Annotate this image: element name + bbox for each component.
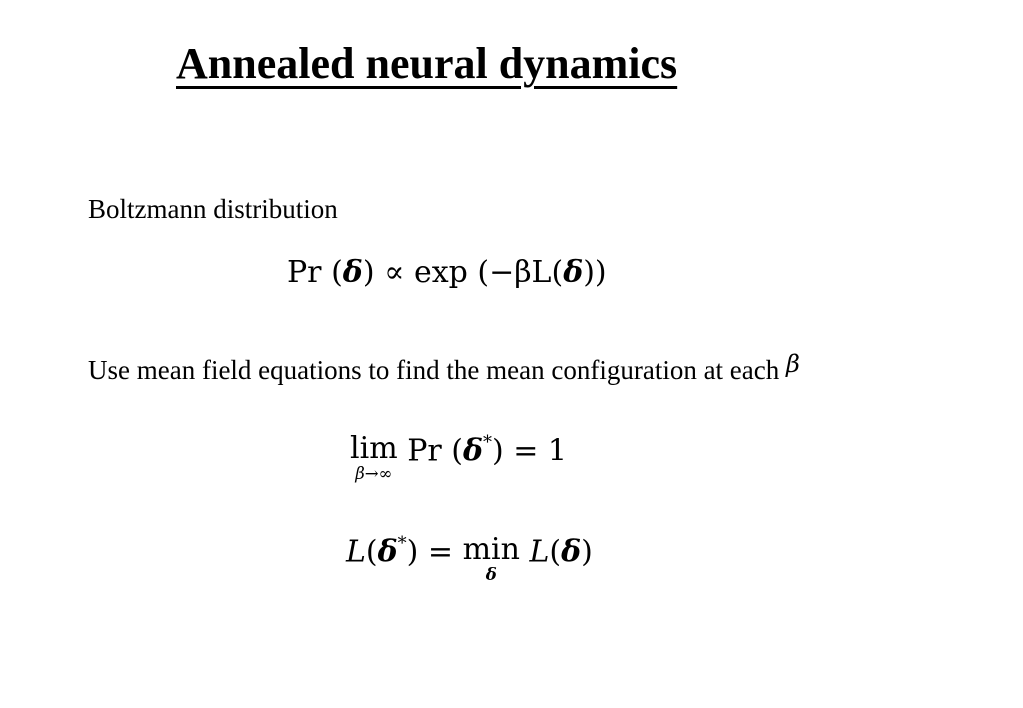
delta-star-symbol: δ <box>462 433 483 469</box>
loss-symbol-2: L <box>529 534 550 570</box>
eq3-mid: ) = <box>406 534 463 570</box>
beta-symbol: β <box>786 350 800 378</box>
eq2-open: ( <box>451 433 463 469</box>
pr-symbol: Pr <box>287 255 322 290</box>
lim-subscript: β→∞ <box>355 464 393 483</box>
eq3-close2: ) <box>581 534 593 570</box>
lim-text: lim <box>350 431 398 466</box>
star-superscript: * <box>483 432 492 453</box>
eq1-lparen: ( <box>331 255 343 290</box>
limit-equation <box>350 431 567 483</box>
mean-field-text: Use mean field equations to find the mean configuration at each <box>88 355 780 386</box>
eq3-open: ( <box>365 534 378 570</box>
loss-symbol: L <box>346 534 366 570</box>
eq1-body: (−βL( <box>477 255 564 290</box>
min-subscript: δ <box>485 565 497 584</box>
eq3-open2: ( <box>549 534 562 570</box>
eq1-rparen: ) <box>362 255 375 290</box>
delta-star-symbol-2: δ <box>377 534 398 570</box>
pr-symbol-2: Pr <box>407 433 442 469</box>
boltzmann-label: Boltzmann distribution <box>88 194 338 224</box>
boltzmann-equation <box>287 255 607 290</box>
delta-symbol-3: δ <box>561 534 582 570</box>
minimum-equation <box>346 532 593 584</box>
min-operator <box>462 532 520 584</box>
star-superscript-2: * <box>397 533 407 554</box>
limit-operator <box>350 431 398 483</box>
mean-field-line <box>88 352 800 384</box>
slide-title: Annealed neural dynamics <box>176 39 678 88</box>
eq2-rest: ) = 1 <box>492 433 567 469</box>
min-text: min <box>462 532 520 567</box>
delta-symbol-2: δ <box>563 255 584 290</box>
eq1-close: )) <box>583 255 607 290</box>
delta-symbol: δ <box>342 255 363 290</box>
exp-symbol: exp <box>413 255 468 290</box>
proportional-symbol: ∝ <box>384 255 405 290</box>
